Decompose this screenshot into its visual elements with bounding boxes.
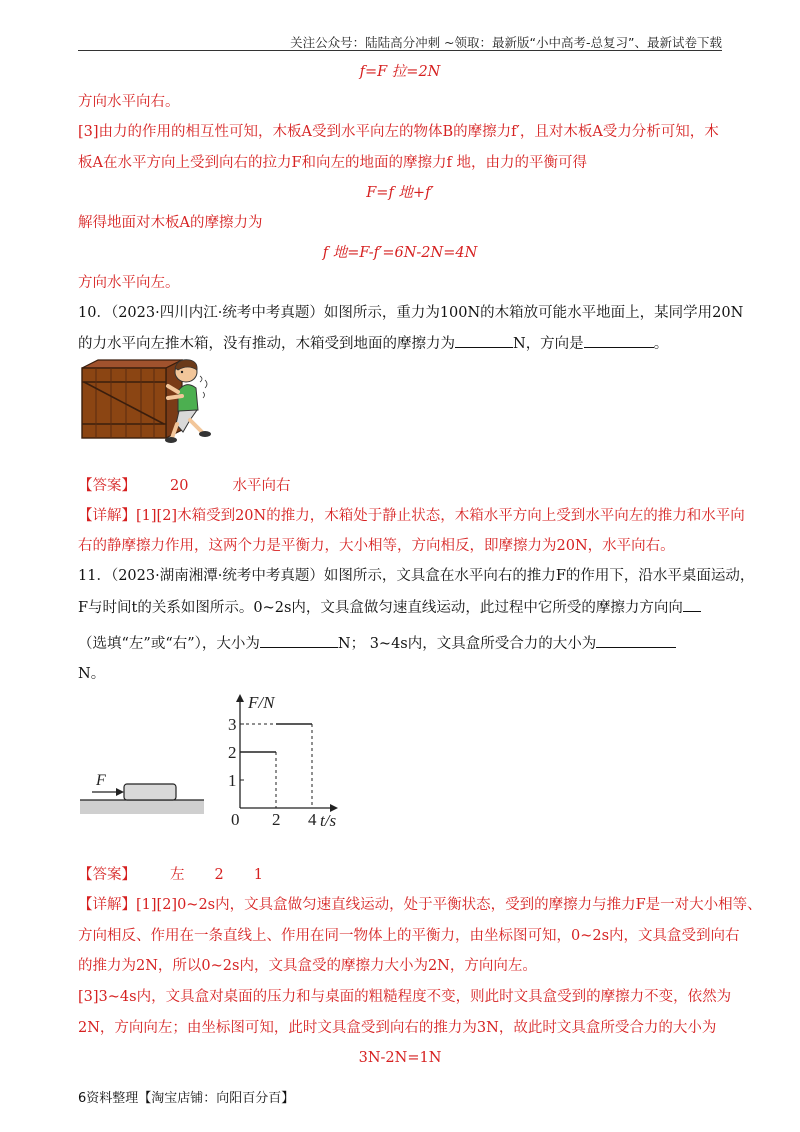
q11-answer-2: 2 bbox=[214, 867, 224, 883]
q11-blank-direction[interactable] bbox=[683, 597, 701, 612]
x-axis-label: t/s bbox=[320, 811, 337, 828]
y-tick-label-1: 1 bbox=[228, 771, 237, 790]
origin-label: 0 bbox=[231, 810, 240, 828]
equation-balance: F=f 地+f′ bbox=[366, 185, 434, 201]
page-number: 6 bbox=[78, 1091, 87, 1106]
q11-text-a: F与时间t的关系如图所示。0~2s内，文具盒做匀速直线运动，此过程中它所受的摩擦力方向向 bbox=[78, 600, 683, 616]
header-rule bbox=[78, 50, 722, 51]
q10-detail-line1: 【详解】[1][2]木箱受到20N的推力，木箱处于静止状态，木箱水平方向上受到水平向左的推力和水平向 bbox=[78, 508, 745, 524]
q11-answer-1: 左 bbox=[170, 867, 185, 883]
q11-detail-line4: [3]3~4s内，文具盒对桌面的压力和与桌面的粗糙程度不变，则此时文具盒受到的摩擦力不变，依然为 bbox=[78, 989, 732, 1005]
q11-detail-line1: 【详解】[1][2]0~2s内，文具盒做匀速直线运动，处于平衡状态，受到的摩擦力与推力F是一对大小相等、 bbox=[78, 897, 762, 913]
q11-blank-net-force[interactable] bbox=[596, 633, 676, 648]
footer-text: 资料整理【淘宝店铺：向阳百分百】 bbox=[86, 1091, 295, 1106]
q10-answer-label: 【答案】 bbox=[78, 478, 136, 494]
q11-text-c: N； 3~4s内，文具盒所受合力的大小为 bbox=[337, 636, 597, 652]
q11-stem-line3 bbox=[78, 633, 676, 654]
q10-text-a: 的力水平向左推木箱，没有推动，木箱受到地面的摩擦力为 bbox=[78, 336, 455, 352]
pencil-box bbox=[124, 784, 176, 800]
q11-detail-line6: 3N-2N=1N bbox=[358, 1050, 442, 1066]
q11-detail-line2: 方向相反、作用在一条直线上、作用在同一物体上的平衡力，由坐标图可知，0~2s内，文具盒受到向右 bbox=[78, 928, 740, 944]
y-axis-label: F/N bbox=[248, 693, 275, 712]
x-tick-label-2: 2 bbox=[272, 810, 281, 828]
q11-blank-friction[interactable] bbox=[260, 633, 338, 648]
q10-detail-line2: 右的静摩擦力作用，这两个力是平衡力，大小相等，方向相反，即摩擦力为20N，水平向右。 bbox=[78, 538, 675, 554]
x-tick-label-4: 4 bbox=[308, 810, 317, 828]
q10-stem-line1: 10．（2023·四川内江·统考中考真题）如图所示，重力为100N的木箱放可能水平地面上，某同学用20N bbox=[78, 305, 744, 321]
q11-detail-line3: 的推力为2N，所以0~2s内，文具盒受的摩擦力大小为2N，方向向左。 bbox=[78, 958, 537, 974]
force-time-chart bbox=[222, 692, 352, 828]
q10-answer-row bbox=[78, 476, 290, 496]
solution-step-3-line1: [3]由力的作用的相互性可知，木板A受到水平向左的物体B的摩擦力f′，且对木板A受力分析可知，木 bbox=[78, 124, 719, 140]
direction-right: 方向水平向右。 bbox=[78, 94, 180, 110]
q11-stem-line2 bbox=[78, 597, 701, 618]
q10-blank-friction[interactable] bbox=[455, 333, 513, 348]
q11-answer-3: 1 bbox=[253, 867, 263, 883]
q11-answer-row bbox=[78, 865, 263, 885]
q10-answer-2: 水平向右 bbox=[232, 478, 291, 494]
equation-ground-friction: f 地=F-f′=6N-2N=4N bbox=[322, 245, 478, 261]
pencil-box-diagram bbox=[78, 770, 208, 816]
equation-friction-b: f=F 拉=2N bbox=[359, 64, 441, 80]
solution-step-3-line2: 板A在水平方向上受到向右的拉力F和向左的地面的摩擦力f 地，由力的平衡可得 bbox=[78, 155, 588, 171]
q11-stem-line1: 11．（2023·湖南湘潭·统考中考真题）如图所示，文具盒在水平向右的推力F的作用下，沿水平桌面运动， bbox=[78, 568, 755, 584]
q11-detail-line5: 2N，方向向左；由坐标图可知，此时文具盒受到向右的推力为3N，故此时文具盒所受合力的大小为 bbox=[78, 1020, 717, 1036]
table-surface bbox=[80, 800, 204, 814]
page-header: 关注公众号：陆陆高分冲刺 ~领取：最新版“小中高考-总复习”、最新试卷下载 bbox=[290, 35, 722, 50]
q11-answer-label: 【答案】 bbox=[78, 867, 136, 883]
q11-text-b: （选填“左”或“右”），大小为 bbox=[78, 636, 260, 652]
force-label: F bbox=[96, 772, 106, 789]
solution-ground-friction: 解得地面对木板A的摩擦力为 bbox=[78, 215, 263, 231]
q10-text-c: 。 bbox=[653, 336, 669, 352]
y-tick-label-3: 3 bbox=[228, 715, 237, 734]
crate-push-illustration bbox=[78, 358, 213, 444]
q10-blank-direction[interactable] bbox=[584, 333, 654, 348]
q10-text-b: N，方向是 bbox=[513, 336, 584, 352]
page-footer bbox=[78, 1087, 294, 1106]
q10-answer-1: 20 bbox=[170, 478, 189, 494]
q10-stem-line2 bbox=[78, 333, 668, 354]
direction-left: 方向水平向左。 bbox=[78, 275, 180, 291]
q11-stem-line4: N。 bbox=[78, 666, 106, 682]
y-tick-label-2: 2 bbox=[228, 743, 237, 762]
